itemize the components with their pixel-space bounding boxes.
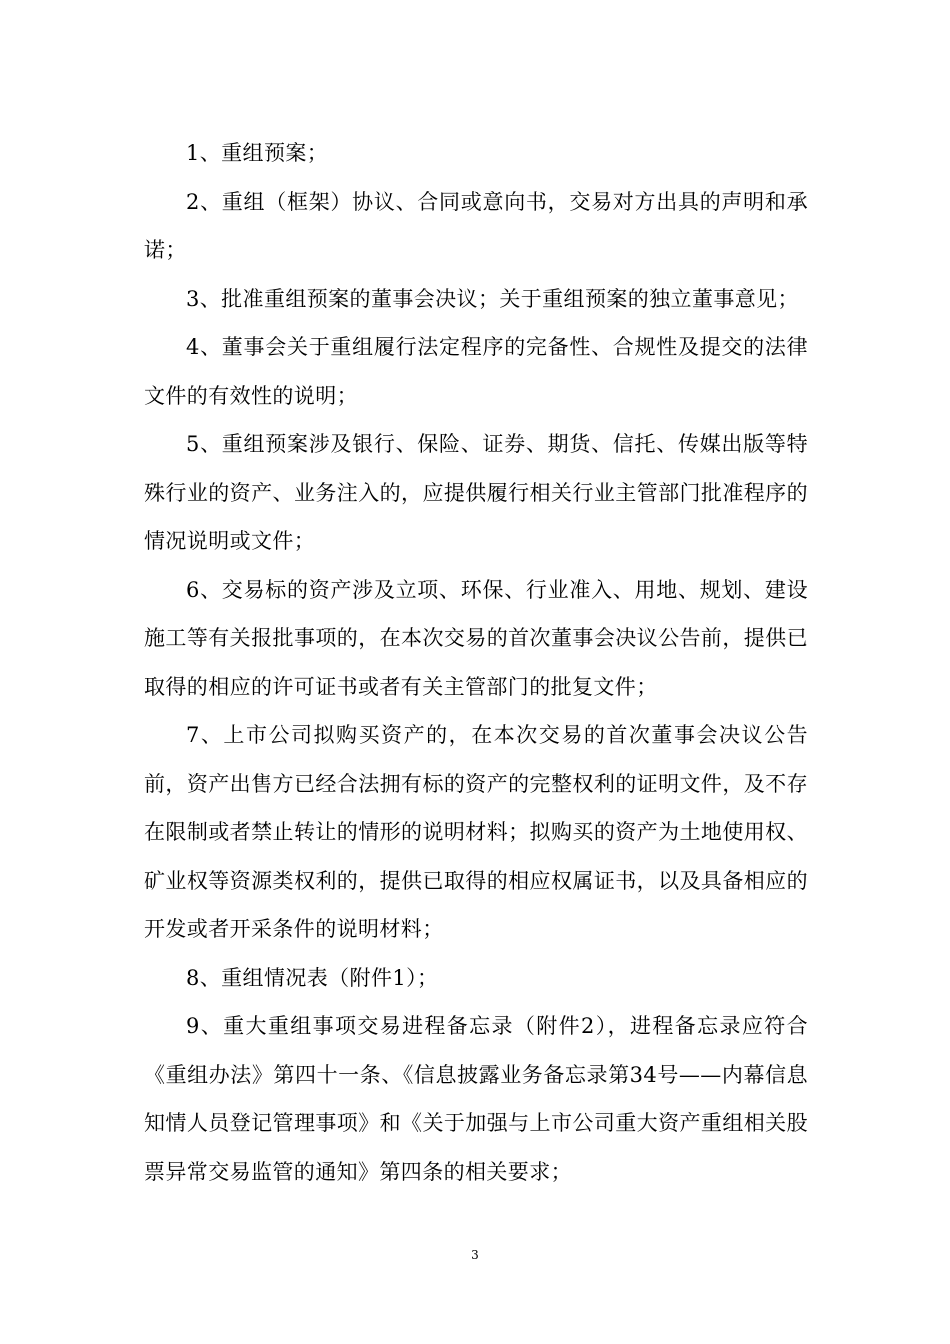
list-item: 6、交易标的资产涉及立项、环保、行业准入、用地、规划、建设施工等有关报批事项的，在本次交易的首次董事会决议公告前，提供已取得的相应的许可证书或者有关主管部门的批复文件； [144, 577, 808, 699]
list-item: 8、重组情况表（附件1）； [186, 965, 439, 990]
list-item: 2、重组（框架）协议、合同或意向书，交易对方出具的声明和承诺； [144, 189, 808, 262]
list-item: 1、重组预案； [186, 141, 329, 165]
list-item: 5、重组预案涉及银行、保险、证券、期货、信托、传媒出版等特殊行业的资产、业务注入的，应提供履行相关行业主管部门批准程序的情况说明或文件； [144, 432, 808, 553]
list-item: 7、上市公司拟购买资产的，在本次交易的首次董事会决议公告前，资产出售方已经合法拥有标的资产的完整权利的证明文件，及不存在限制或者禁止转让的情形的说明材料；拟购买的资产为土地使用权、矿业权等资源类权利的，提供已取得的相应权属证书，以及具备相应的开发或者开采条件的说明材料； [144, 723, 808, 941]
list-item: 3、批准重组预案的董事会决议；关于重组预案的独立董事意见； [186, 286, 799, 311]
document-body [144, 129, 808, 1196]
page-number: 3 [471, 1248, 479, 1262]
list-item: 4、董事会关于重组履行法定程序的完备性、合规性及提交的法律文件的有效性的说明； [144, 335, 808, 408]
list-item: 9、重大重组事项交易进程备忘录（附件2），进程备忘录应符合《重组办法》第四十一条、《信息披露业务备忘录第34号——内幕信息知情人员登记管理事项》和《关于加强与上市公司重大资产重组相关股票异常交易监管的通知》第四条的相关要求； [144, 1014, 808, 1184]
